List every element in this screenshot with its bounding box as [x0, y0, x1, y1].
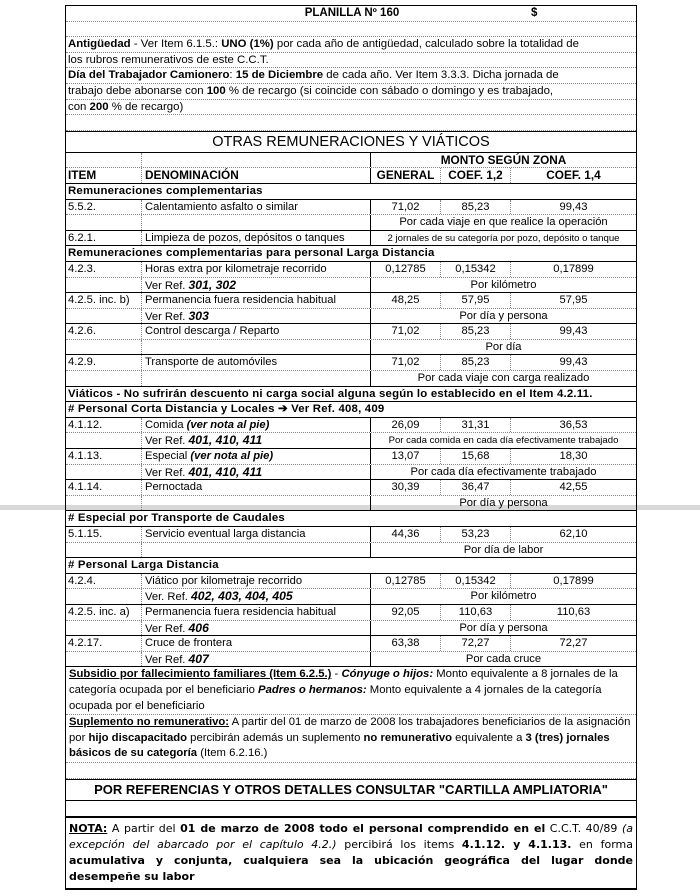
intro-line	[66, 100, 636, 116]
text-segment: 303	[188, 308, 209, 323]
text-segment: 01 de marzo de 2008 todo el personal comprendido en el	[180, 822, 546, 836]
text-segment: % de recargo)	[108, 100, 184, 113]
item-code	[66, 543, 142, 558]
text-segment: - Ver Item 6.1.5.:	[130, 38, 222, 51]
value-general: 92,05	[371, 605, 441, 620]
text-segment: 402, 403, 404, 405	[191, 589, 293, 604]
empty-row	[66, 115, 636, 131]
nota-box	[66, 816, 636, 890]
unit-note: Por cada viaje en que realice la operación	[399, 216, 608, 229]
item-code: 4.2.17.	[66, 636, 142, 651]
unit-note: Por día y persona	[459, 496, 548, 509]
value-coef-14: 99,43	[559, 200, 588, 213]
unit-note: Por cada cruce	[465, 652, 542, 665]
value-coef-12: 53,23	[441, 527, 511, 542]
text-segment: Permanencia fuera residencia habitual	[145, 605, 336, 618]
text-segment: % de recargo (si coincide con sábado o domingo y es trabajado,	[225, 84, 554, 97]
table-row	[66, 309, 636, 325]
text-segment: 407	[188, 651, 209, 666]
group-header: MONTO SEGÚN ZONA	[440, 152, 567, 167]
section-header	[66, 511, 636, 527]
text-segment: percibirá los items	[336, 838, 462, 852]
intro-section	[66, 37, 636, 115]
table-row	[66, 278, 636, 294]
col-denominacion: DENOMINACIÓN	[142, 168, 371, 183]
value-coef-12: 15,68	[441, 449, 511, 464]
text-segment: Día del Trabajador Camionero	[68, 69, 230, 82]
table-row	[66, 621, 636, 637]
text-segment: 301, 302	[188, 277, 236, 292]
intro-line	[66, 68, 636, 84]
value-general: 26,09	[371, 418, 441, 433]
table-row	[66, 589, 636, 605]
unit-note: Por cada día efectivamente trabajado	[410, 465, 597, 478]
planilla-title: PLANILLA Nº 160	[304, 7, 400, 19]
text-segment: Ver Ref.	[145, 622, 189, 635]
denominacion	[142, 293, 371, 308]
text-segment: Antigüedad	[68, 38, 131, 51]
text-segment: # Personal Corta Distancia y Locales ➔ Ver Ref. 408, 409	[68, 403, 385, 416]
text-segment: Permanencia fuera residencia habitual	[145, 294, 336, 307]
text-segment: Viáticos - No sufrirán descuento ni carga social alguna según lo establecido en el Item 4.2.11.	[68, 387, 593, 400]
text-segment: Monto equivalente a 8 jornales de la categoría ocupada por el beneficiario	[69, 668, 618, 696]
text-segment: 3 (tres) jornales básicos de su categoría	[69, 731, 610, 760]
item-code	[66, 309, 142, 324]
table-row	[66, 574, 636, 590]
table-title: OTRAS REMUNERACIONES Y VIÁTICOS	[66, 131, 636, 153]
item-code	[66, 589, 142, 604]
subsidio-paragraph	[66, 667, 636, 715]
text-segment: Ver Ref.	[145, 435, 189, 448]
value-general: 71,02	[371, 324, 441, 339]
item-code: 4.1.13.	[66, 449, 142, 464]
table-row	[66, 324, 636, 340]
value-coef-14: 99,43	[559, 356, 588, 369]
item-code: 4.2.5. inc. a)	[66, 605, 142, 620]
text-segment: en forma	[571, 838, 633, 852]
text-segment: Especial	[145, 450, 191, 463]
currency-label: $	[531, 7, 538, 19]
text-segment: 200	[89, 100, 109, 113]
value-coef-12: 85,23	[441, 324, 511, 339]
value-coef-12: 0,15342	[441, 574, 511, 589]
text-segment: 15 de Diciembre	[235, 69, 324, 82]
section-header	[66, 387, 636, 403]
denominacion	[142, 309, 371, 324]
unit-note: Por día y persona	[459, 621, 548, 634]
unit-note: Por kilómetro	[470, 590, 537, 603]
column-header-row	[66, 168, 636, 184]
denominacion	[142, 527, 371, 542]
item-code	[66, 278, 142, 293]
cartilla-banner: POR REFERENCIAS Y OTROS DETALLES CONSULTAR "CARTILLA AMPLIATORIA"	[66, 779, 636, 801]
value-coef-14: 57,95	[559, 294, 588, 307]
denominacion	[142, 465, 371, 480]
text-segment: C.C.T. 40/89	[545, 822, 622, 836]
section-header	[66, 246, 636, 262]
denominacion	[142, 543, 371, 558]
value-coef-14: 0,17899	[553, 574, 594, 587]
suplemento-paragraph	[66, 715, 636, 763]
denominacion	[142, 589, 371, 604]
item-code: 6.2.1.	[66, 231, 142, 246]
text-segment: -	[331, 668, 342, 681]
denominacion	[142, 636, 371, 651]
item-code: 4.1.14.	[66, 480, 142, 495]
value-coef-14: 99,43	[559, 325, 588, 338]
denominacion	[142, 652, 371, 667]
unit-note: Por kilómetro	[470, 278, 537, 291]
text-segment: Calentamiento asfalto o similar	[145, 200, 298, 213]
denominacion	[142, 278, 371, 293]
value-coef-14: 0,17899	[553, 262, 594, 275]
text-segment: (ver nota al pie)	[186, 418, 270, 431]
text-segment: :	[229, 69, 236, 82]
denominacion	[142, 480, 371, 495]
text-segment: Subsidio por fallecimiento familiares (Item 6.2.5.)	[69, 668, 332, 681]
col-general: GENERAL	[371, 168, 441, 183]
item-code: 4.2.6.	[66, 324, 142, 339]
value-coef-12: 110,63	[441, 605, 511, 620]
table-body	[66, 184, 636, 667]
table-row	[66, 527, 636, 543]
item-code	[66, 215, 142, 230]
denominacion	[142, 262, 371, 277]
unit-note: Por día y persona	[459, 309, 548, 322]
section-header	[66, 184, 636, 200]
text-segment: Remuneraciones complementarias	[68, 184, 263, 197]
value-coef-12: 85,23	[441, 355, 511, 370]
denominacion	[142, 449, 371, 464]
denominacion	[142, 200, 371, 215]
text-segment: Ver Ref.	[145, 310, 189, 323]
text-segment: A partir del 01 de marzo de 2008 los trabajadores beneficiarios de la asignación por	[69, 716, 631, 744]
denominacion	[142, 418, 371, 433]
section-header	[66, 402, 636, 418]
text-segment: Ver. Ref.	[145, 591, 192, 604]
group-header-row	[66, 153, 636, 169]
denominacion	[142, 340, 371, 355]
value-coef-14: 110,63	[556, 605, 591, 618]
empty-row	[66, 763, 636, 779]
text-segment: Monto equivalente a 4 jornales de la categoría ocupada por el beneficiario	[69, 683, 602, 712]
item-code: 5.1.15.	[66, 527, 142, 542]
unit-note: Por día	[485, 340, 522, 353]
text-segment: Cruce de frontera	[145, 637, 233, 650]
empty-row	[66, 22, 636, 38]
value-general: 0,12785	[371, 262, 441, 277]
text-segment: 100	[206, 84, 226, 97]
text-segment: Suplemento no remunerativo:	[69, 716, 230, 729]
value-general: 13,07	[371, 449, 441, 464]
value-general: 71,02	[371, 200, 441, 215]
table-row	[66, 636, 636, 652]
value-general: 44,36	[371, 527, 441, 542]
text-segment: Transporte de automóviles	[145, 356, 278, 369]
intro-line	[66, 84, 636, 100]
text-segment: Padres o hermanos:	[258, 683, 367, 696]
unit-note: Por día de labor	[463, 543, 544, 556]
section-header	[66, 558, 636, 574]
table-row	[66, 418, 636, 434]
text-segment: (Item 6.2.16.)	[197, 747, 268, 760]
item-code: 4.2.5. inc. b)	[66, 293, 142, 308]
unit-note: 2 jornales de su categoría por pozo, depósito o tanque	[387, 232, 620, 244]
text-segment: Control descarga / Reparto	[145, 325, 280, 338]
denominacion	[142, 231, 371, 246]
intro-line	[66, 37, 636, 53]
value-general: 48,25	[371, 293, 441, 308]
item-code	[66, 371, 142, 386]
text-segment: acumulativa y conjunta, cualquiera sea la ubicación geográfica del lugar donde desempeñe su labor	[69, 854, 633, 884]
text-segment: A partir del	[107, 822, 181, 836]
text-segment: no remunerativo	[363, 731, 453, 744]
value-general: 0,12785	[371, 574, 441, 589]
value-general: 71,02	[371, 355, 441, 370]
text-segment: Comida	[145, 418, 187, 431]
text-segment: 401, 410, 411	[188, 464, 263, 479]
value-coef-12: 72,27	[441, 636, 511, 651]
item-code: 4.2.9.	[66, 355, 142, 370]
empty-row	[66, 801, 636, 817]
col-item: ITEM	[66, 168, 142, 183]
table-row	[66, 433, 636, 449]
text-segment: Remuneraciones complementarias para personal Larga Distancia	[68, 247, 435, 260]
text-segment: (a excepción del abarcado por el capítulo 4.2.)	[69, 822, 633, 852]
value-general: 30,39	[371, 480, 441, 495]
value-coef-14: 42,55	[559, 481, 588, 494]
table-row	[66, 340, 636, 356]
item-code	[66, 433, 142, 448]
denominacion	[142, 324, 371, 339]
item-code: 4.1.12.	[66, 418, 142, 433]
table-row	[66, 480, 636, 496]
text-segment: por cada año de antigüedad, calculado sobre la totalidad de	[273, 38, 579, 51]
item-code: 4.2.4.	[66, 574, 142, 589]
col-coef-14: COEF. 1,4	[546, 168, 601, 183]
planilla-sheet	[65, 5, 637, 890]
table-row	[66, 200, 636, 216]
text-segment: Viático por kilometraje recorrido	[145, 574, 303, 587]
value-general: 63,38	[371, 636, 441, 651]
table-row	[66, 262, 636, 278]
value-coef-12: 0,15342	[441, 262, 511, 277]
denominacion	[142, 355, 371, 370]
text-segment: 406	[188, 620, 209, 635]
value-coef-12: 57,95	[441, 293, 511, 308]
text-segment: equivalente a	[452, 731, 526, 744]
text-segment: con	[68, 100, 90, 113]
table-row	[66, 371, 636, 387]
value-coef-12: 36,47	[441, 480, 511, 495]
unit-note: Por cada comida en cada día efectivamente trabajado	[388, 435, 619, 447]
text-segment: Servicio eventual larga distancia	[145, 528, 306, 540]
text-segment: Cónyuge o hijos:	[341, 668, 434, 681]
denominacion	[142, 574, 371, 589]
table-row	[66, 215, 636, 231]
table-row	[66, 355, 636, 371]
text-segment: 4.1.12. y 4.1.13.	[461, 838, 572, 852]
value-coef-14: 72,27	[559, 637, 588, 650]
col-coef-12: COEF. 1,2	[441, 168, 511, 183]
unit-note: Por cada viaje con carga realizado	[417, 372, 590, 385]
denominacion	[142, 496, 371, 511]
value-coef-14: 18,30	[559, 450, 588, 463]
text-segment: Ver Ref.	[145, 653, 189, 666]
table-row	[66, 465, 636, 481]
item-code	[66, 652, 142, 667]
denominacion	[142, 371, 371, 386]
item-code	[66, 496, 142, 511]
item-code: 5.5.2.	[66, 200, 142, 215]
value-coef-14: 62,10	[559, 528, 588, 540]
item-code	[66, 465, 142, 480]
text-segment: Ver Ref.	[145, 279, 189, 292]
table-row	[66, 293, 636, 309]
text-segment: los rubros remunerativos de este C.C.T.	[68, 53, 269, 66]
value-coef-14: 36,53	[559, 418, 588, 431]
denominacion	[142, 215, 371, 230]
text-segment: percibirán además un suplemento	[187, 731, 364, 744]
table-row	[66, 231, 636, 247]
value-coef-12: 31,31	[441, 418, 511, 433]
table-row	[66, 496, 636, 512]
text-segment: # Personal Larga Distancia	[68, 559, 219, 572]
table-row	[66, 652, 636, 668]
text-segment: Ver Ref.	[145, 466, 189, 479]
denominacion	[142, 621, 371, 636]
planilla-title-row	[66, 6, 636, 22]
text-segment: NOTA:	[69, 822, 108, 836]
item-code	[66, 340, 142, 355]
item-code	[66, 621, 142, 636]
denominacion	[142, 433, 371, 448]
denominacion	[142, 605, 371, 620]
intro-line	[66, 53, 636, 69]
table-row	[66, 449, 636, 465]
text-segment: (ver nota al pie)	[190, 450, 274, 463]
text-segment: 401, 410, 411	[188, 433, 263, 448]
text-segment: hijo discapacitado	[88, 731, 188, 744]
table-row	[66, 543, 636, 559]
text-segment: UNO (1%)	[221, 38, 274, 51]
table-row	[66, 605, 636, 621]
text-segment: # Especial por Transporte de Caudales	[68, 512, 285, 525]
text-segment: Pernoctada	[145, 481, 203, 494]
value-coef-12: 85,23	[441, 200, 511, 215]
text-segment: Limpieza de pozos, depósitos o tanques	[145, 231, 345, 244]
text-segment: de cada año. Ver Item 3.3.3. Dicha jornada de	[323, 69, 559, 82]
item-code: 4.2.3.	[66, 262, 142, 277]
text-segment: Horas extra por kilometraje recorrido	[145, 262, 327, 275]
text-segment: trabajo debe abonarse con	[68, 84, 207, 97]
